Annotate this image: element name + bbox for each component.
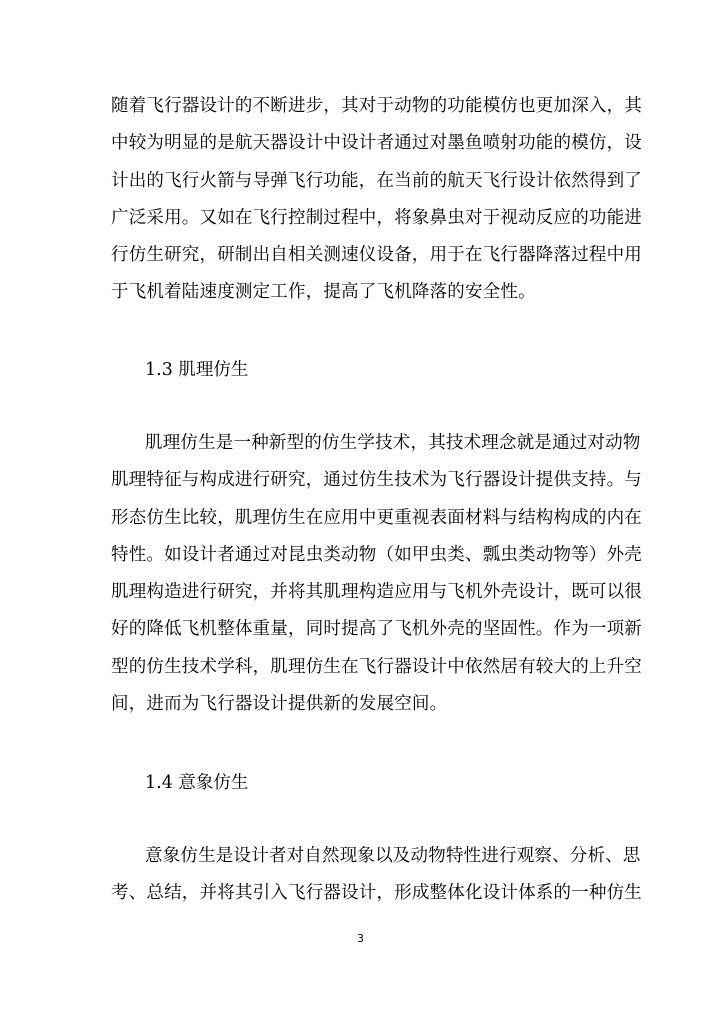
text-line: 间，进而为飞行器设计提供新的发展空间。 xyxy=(111,694,448,715)
text-line: 广泛采用。又如在飞行控制过程中，将象鼻虫对于视动反应的功能进 xyxy=(111,207,642,228)
text-line: 考、总结，并将其引入飞行器设计，形成整体化设计体系的一种仿生 xyxy=(111,883,642,904)
text-line: 中较为明显的是航天器设计中设计者通过对墨鱼喷射功能的模仿，设 xyxy=(111,133,642,154)
paragraph-function-bionics xyxy=(111,88,642,312)
text-line: 好的降低飞机整体重量，同时提高了飞机外壳的坚固性。作为一项新 xyxy=(111,619,642,640)
text-line: 肌理构造进行研究，并将其肌理构造应用与飞机外壳设计，既可以很 xyxy=(111,582,642,603)
text-line: 于飞机着陆速度测定工作，提高了飞机降落的安全性。 xyxy=(111,282,536,303)
text-line: 特性。如设计者通过对昆虫类动物（如甲虫类、瓢虫类动物等）外壳 xyxy=(111,544,642,565)
text-line: 计出的飞行火箭与导弹飞行功能，在当前的航天飞行设计依然得到了 xyxy=(111,170,642,191)
paragraph-texture-bionics xyxy=(111,425,642,723)
text-line: 形态仿生比较，肌理仿生在应用中更重视表面材料与结构构成的内在 xyxy=(111,507,642,528)
text-line: 肌理特征与构成进行研究，通过仿生技术为飞行器设计提供支持。与 xyxy=(111,470,642,491)
text-line: 行仿生研究，研制出自相关测速仪设备，用于在飞行器降落过程中用 xyxy=(111,245,642,266)
paragraph-imagery-bionics xyxy=(111,838,642,913)
text-line: 意象仿生是设计者对自然现象以及动物特性进行观察、分析、思 xyxy=(145,846,641,866)
text-line: 肌理仿生是一种新型的仿生学技术，其技术理念就是通过对动物 xyxy=(145,433,641,453)
text-line: 随着飞行器设计的不断进步，其对于动物的功能模仿也更加深入，其 xyxy=(111,96,642,116)
section-heading-texture-bionics: 1.3 肌理仿生 xyxy=(145,360,249,380)
text-line: 型的仿生技术学科，肌理仿生在飞行器设计中依然居有较大的上升空 xyxy=(111,656,642,677)
page-number: 3 xyxy=(357,932,364,945)
section-heading-imagery-bionics: 1.4 意象仿生 xyxy=(145,773,249,793)
